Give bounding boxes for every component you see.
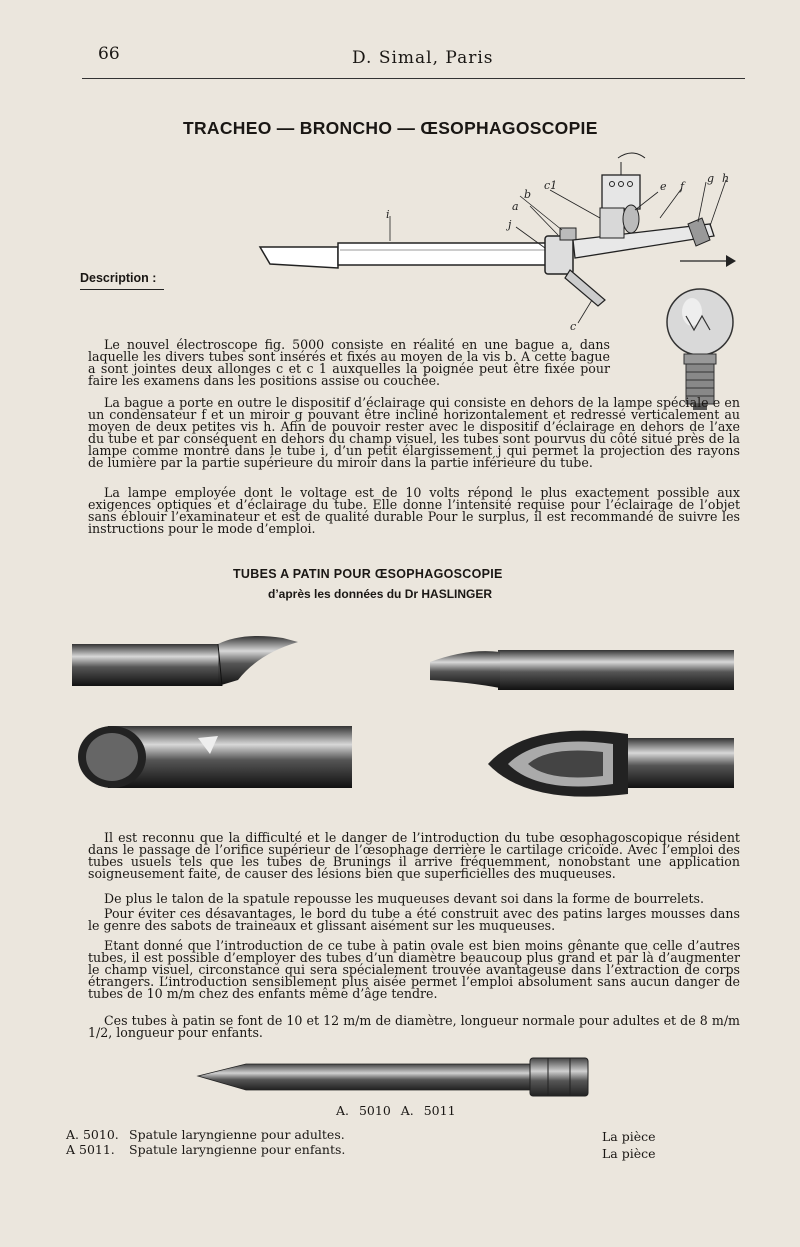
header-rule xyxy=(82,78,745,79)
paragraph-3: La lampe employée dont le voltage est de 10 volts répond le plus exactement possible aux exigences optiques et d’éclairage du tube. Elle donne l’intensité requise pour l’éclairage de l’objet sans éblouir l’examinateur et est de qualité durable Pour le surplus, il est recommandé de suivre les instructions pour le mode d’emploi. xyxy=(88,485,740,536)
figure-caption: A. 5010 A. 5011 xyxy=(336,1103,456,1118)
paragraph-2: La bague a porte en outre le dispositif d’éclairage qui consiste en dehors de la lampe spéciale e en un condensateur f et un miroir g pouvant être incliné horizontalement et redressé verticalement au moyen de deux petites vis h. Afin de pouvoir rester avec le dispositif d’éclairage en dehors de l’axe du tube et par conséquent en dehors du champ visuel, les tubes sont pourvus du côté situé près de la lampe comme montré dans le tube i, d’un petit élargissement j qui permet la projection des rayons de lumière par la partie supérieure du miroir dans la partie inférieure du tube. xyxy=(88,395,740,470)
paragraph-1: Le nouvel électroscope fig. 5000 consiste en réalité en une bague a, dans laquelle les divers tubes sont insérés et fixés au moyen de la vis b. A cette bague a sont jointes deux allonges c et c 1 auxquelles la poignée peut être fixée pour faire les examens dans les positions assise ou couchée. xyxy=(88,337,610,388)
handle-c xyxy=(565,270,605,306)
label-c1: c1 xyxy=(544,179,558,192)
item-1-ref: A. 5010. xyxy=(66,1127,119,1142)
item-2-unit: La pièce xyxy=(602,1146,656,1161)
tube-tip xyxy=(260,247,338,268)
tube-body xyxy=(338,243,550,265)
label-j: j xyxy=(508,218,512,231)
tube-photo-2 xyxy=(430,650,734,690)
subtitle: TUBES A PATIN POUR ŒSOPHAGOSCOPIE xyxy=(233,567,503,581)
spatula-figure xyxy=(196,1052,596,1104)
ring-a xyxy=(545,236,573,274)
label-c: c xyxy=(570,320,577,333)
tube-photo-4 xyxy=(488,731,734,797)
label-h: h xyxy=(722,172,730,185)
paragraph-7: Etant donné que l’introduction de ce tube à patin ovale est bien moins gênante que celle d’autres tubes, il est possible d’employer des tubes d’un diamètre beaucoup plus grand et par là d’augmenter le champ visuel, circonstance qui sera spécialement trouvée avantageuse dans l’extraction de corps étrangers. L’introduction sensiblement plus aisée permet l’emploi absolument sans aucun danger de tubes de 10 m/m chez des enfants même d’âge tendre. xyxy=(88,938,740,1001)
description-underline xyxy=(80,289,164,290)
tube-photo-1 xyxy=(72,636,298,686)
paragraph-6: Pour éviter ces désavantages, le bord du tube a été construit avec des patins larges mousses dans le genre des sabots de traineaux et glissant aisément sur les muqueuses. xyxy=(88,906,740,933)
item-1-name: Spatule laryngienne pour adultes. xyxy=(129,1127,345,1142)
description-label: Description : xyxy=(80,271,157,285)
label-e: e xyxy=(660,180,667,193)
tube-photo-3 xyxy=(78,726,352,788)
item-1-unit: La pièce xyxy=(602,1129,656,1144)
paragraph-5: De plus le talon de la spatule repousse les muqueuses devant soi dans la forme de bourrelets. xyxy=(104,891,704,906)
label-a: a xyxy=(512,200,519,213)
paragraph-4: Il est reconnu que la difficulté et le danger de l’introduction du tube œsophagoscopique résident dans le passage de l’orifice supérieur de l’œsophage derrière le cartilage cricoïde. Avec l’emploi des tubes usuels tels que les tubes de Brunings il arrive fréquemment, nonobstant une application soigneusement faite, de causer des lésions bien que superficielles des muqueuses. xyxy=(88,830,740,881)
label-i: i xyxy=(386,208,390,221)
running-title: D. Simal, Paris xyxy=(352,48,494,68)
tube-photos xyxy=(68,630,740,810)
label-f: f xyxy=(680,180,685,193)
item-2-name: Spatule laryngienne pour enfants. xyxy=(129,1142,346,1157)
label-b: b xyxy=(524,188,532,201)
paragraph-8: Ces tubes à patin se font de 10 et 12 m/m de diamètre, longueur normale pour adultes et de 8 m/m 1/2, longueur pour enfants. xyxy=(88,1013,740,1040)
subtitle-author: d’après les données du Dr HASLINGER xyxy=(268,587,493,601)
page-number: 66 xyxy=(98,44,120,64)
section-title: TRACHEO — BRONCHO — ŒSOPHAGOSCOPIE xyxy=(183,118,598,138)
label-g: g xyxy=(707,172,715,185)
lamp-housing xyxy=(602,175,640,209)
item-2-ref: A 5011. xyxy=(66,1142,115,1157)
